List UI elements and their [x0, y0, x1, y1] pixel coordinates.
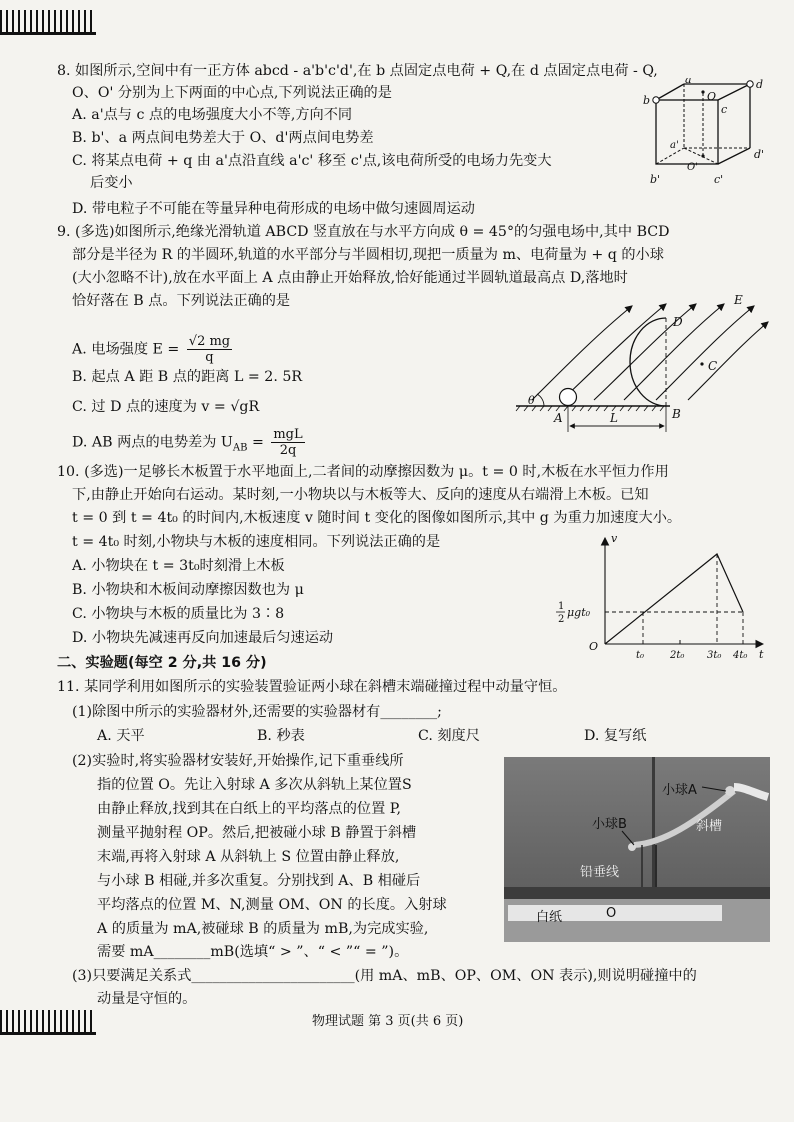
- cube-label-c-prime: c': [714, 173, 724, 186]
- q8-option-c-line1: C. 将某点电荷 + q 由 a'点沿直线 a'c' 移至 c'点,该电荷所受的电场力先变大: [72, 153, 552, 169]
- photo-label-ball-b: 小球B: [592, 817, 627, 832]
- q9-option-d-numerator: mgL: [273, 427, 303, 442]
- graph-label-t: t: [759, 648, 764, 661]
- q11-part2-line8: A 的质量为 mA,被碰球 B 的质量为 mB,为完成实验,: [97, 921, 429, 937]
- graph-ylabel-denominator: 2: [558, 614, 565, 625]
- length-label-L: L: [610, 411, 618, 425]
- q9-option-a-fraction: [187, 334, 232, 365]
- q10-stem-line2: 下,由静止开始向右运动。某时刻,一小物块以与木板等大、反向的速度从右端滑上木板。已知: [72, 487, 649, 503]
- q11-part2-line7: 平均落点的位置 M、N,测量 OM、ON 的长度。入射球: [97, 897, 447, 913]
- graph-tick-t2: 2t₀: [670, 650, 685, 661]
- velocity-curve: [605, 554, 743, 644]
- photo-label-plumb-line: 铅垂线: [580, 865, 620, 880]
- bottom-margin-mark: [0, 1010, 96, 1035]
- q10-option-c: C. 小物块与木板的质量比为 3∶8: [72, 606, 285, 622]
- angle-label-theta: θ: [528, 394, 535, 407]
- field-label-E: E: [734, 293, 743, 307]
- q11-part2-line6: 与小球 B 相碰,并多次重复。分别找到 A、B 相碰后: [97, 873, 421, 889]
- q11-part2-line4: 测量平抛射程 OP。然后,把被碰小球 B 静置于斜槽: [97, 825, 417, 841]
- q11-part1-option-a: A. 天平: [97, 728, 145, 744]
- q9-option-a-prefix: A. 电场强度 E =: [72, 341, 180, 358]
- q9-option-a-numerator: √2 mg: [188, 334, 231, 349]
- graph-tick-t4: 4t₀: [733, 650, 748, 661]
- velocity-time-graph: [553, 532, 773, 662]
- q8-option-c-line2: 后变小: [90, 175, 133, 191]
- q9-option-d-equals: =: [251, 434, 264, 451]
- q10-stem-line1: 10. (多选)一足够长木板置于水平地面上,二者间的动摩擦因数为 μ。t = 0 时,木板在水平恒力作用: [57, 464, 669, 480]
- cube-label-O-prime: O': [687, 162, 698, 173]
- photo-label-ball-a: 小球A: [662, 783, 697, 798]
- q11-part2-line3: 由静止释放,找到其在白纸上的平均落点的位置 P,: [97, 801, 401, 817]
- graph-ylabel-numerator: 1: [558, 601, 565, 612]
- photo-label-O: O: [606, 906, 617, 921]
- cube-label-O: O: [707, 90, 717, 103]
- q9-option-d-prefix: D. AB 两点的电势差为 U: [72, 434, 233, 451]
- cube-label-d: d: [756, 78, 764, 91]
- point-label-B: B: [672, 407, 681, 421]
- q8-option-a: A. a'点与 c 点的电场强度大小不等,方向不同: [72, 107, 353, 123]
- q8-stem-line1: 8. 如图所示,空间中有一正方体 abcd - a'b'c'd',在 b 点固定点电荷 + Q,在 d 点固定点电荷 - Q,: [57, 63, 658, 79]
- point-label-D: D: [673, 315, 683, 329]
- q9-option-a-denominator: q: [205, 350, 214, 365]
- q10-stem-line4: t = 4t₀ 时刻,小物块与木板的速度相同。下列说法正确的是: [72, 534, 441, 550]
- apparatus-photo: [504, 757, 770, 942]
- graph-ylabel: μgt₀: [567, 606, 591, 619]
- q8-option-b: B. b'、a 两点间电势差大于 O、d'两点间电势差: [72, 130, 374, 146]
- cube-label-b: b: [643, 94, 651, 107]
- q9-stem-line4: 恰好落在 B 点。下列说法正确的是: [72, 293, 291, 309]
- q9-option-d: [72, 427, 305, 458]
- q9-option-d-fraction: [271, 427, 304, 458]
- graph-label-O: O: [589, 640, 599, 653]
- q9-option-a: [72, 334, 232, 365]
- point-label-A: A: [554, 411, 563, 425]
- q8-stem-line2: O、O' 分别为上下两面的中心点,下列说法正确的是: [72, 85, 392, 101]
- cube-label-c: c: [721, 103, 728, 116]
- q11-part1-option-d: D. 复写纸: [584, 728, 647, 744]
- q8-option-d: D. 带电粒子不可能在等量异种电荷形成的电场中做匀速圆周运动: [72, 201, 475, 217]
- q11-part2-line9: 需要 mA________mB(选填“ > ”、“ < ”“ = ”)。: [97, 944, 409, 960]
- page-footer: 物理试题 第 3 页(共 6 页): [312, 1014, 464, 1029]
- q11-part2-line2: 指的位置 O。先让入射球 A 多次从斜轨上某位置S: [97, 777, 412, 793]
- graph-tick-t1: t₀: [636, 650, 645, 661]
- q10-option-b: B. 小物块和木板间动摩擦因数也为 μ: [72, 582, 304, 598]
- cube-label-d-prime: d': [754, 148, 765, 161]
- graph-label-v: v: [611, 532, 618, 545]
- q11-part1: (1)除图中所示的实验器材外,还需要的实验器材有________;: [72, 704, 442, 720]
- q11-part3-line2: 动量是守恒的。: [97, 991, 197, 1007]
- q11-part2-line1: (2)实验时,将实验器材安装好,开始操作,记下重垂线所: [72, 753, 404, 769]
- q9-option-d-denominator: 2q: [279, 443, 297, 458]
- cube-label-b-prime: b': [650, 173, 661, 186]
- q9-option-c: C. 过 D 点的速度为 v = √gR: [72, 399, 260, 415]
- field-lines: [532, 304, 768, 400]
- point-label-C: C: [708, 359, 718, 373]
- q11-part3-line1: (3)只要满足关系式_______________________(用 mA、mB、OP、OM、ON 表示),则说明碰撞中的: [72, 968, 697, 984]
- photo-label-chute: 斜槽: [696, 819, 723, 834]
- q9-option-b: B. 起点 A 距 B 点的距离 L = 2. 5R: [72, 369, 303, 385]
- q11-stem: 11. 某同学利用如图所示的实验装置验证两小球在斜槽末端碰撞过程中动量守恒。: [57, 679, 567, 695]
- q10-stem-line3: t = 0 到 t = 4t₀ 的时间内,木板速度 v 随时间 t 变化的图像如图所示,其中 g 为重力加速度大小。: [72, 510, 682, 526]
- q9-option-d-subscript: AB: [232, 442, 248, 454]
- q9-stem-line3: (大小忽略不计),放在水平面上 A 点由静止开始释放,恰好能通过半圆轨道最高点 D,落地时: [72, 270, 628, 286]
- cube-label-a-prime: a': [670, 140, 679, 151]
- top-margin-mark: [0, 10, 96, 35]
- track-field-figure: [510, 292, 772, 440]
- cube-figure: [640, 78, 780, 196]
- graph-tick-t3: 3t₀: [707, 650, 722, 661]
- q9-stem-line1: 9. (多选)如图所示,绝缘光滑轨道 ABCD 竖直放在与水平方向成 θ = 45°的匀强电场中,其中 BCD: [57, 224, 670, 240]
- section-2-title: 二、实验题(每空 2 分,共 16 分): [57, 655, 267, 671]
- q10-option-a: A. 小物块在 t = 3t₀时刻滑上木板: [72, 558, 285, 574]
- q11-part1-option-b: B. 秒表: [257, 728, 305, 744]
- cube-label-a: a: [685, 78, 692, 86]
- q10-option-d: D. 小物块先减速再反向加速最后匀速运动: [72, 630, 334, 646]
- q11-part2-line5: 末端,再将入射球 A 从斜轨上 S 位置由静止释放,: [97, 849, 400, 865]
- q11-part1-option-c: C. 刻度尺: [418, 728, 480, 744]
- photo-label-white-paper: 白纸: [536, 910, 563, 925]
- q9-stem-line2: 部分是半径为 R 的半圆环,轨道的水平部分与半圆相切,现把一质量为 m、电荷量为 + q 的小球: [72, 247, 664, 263]
